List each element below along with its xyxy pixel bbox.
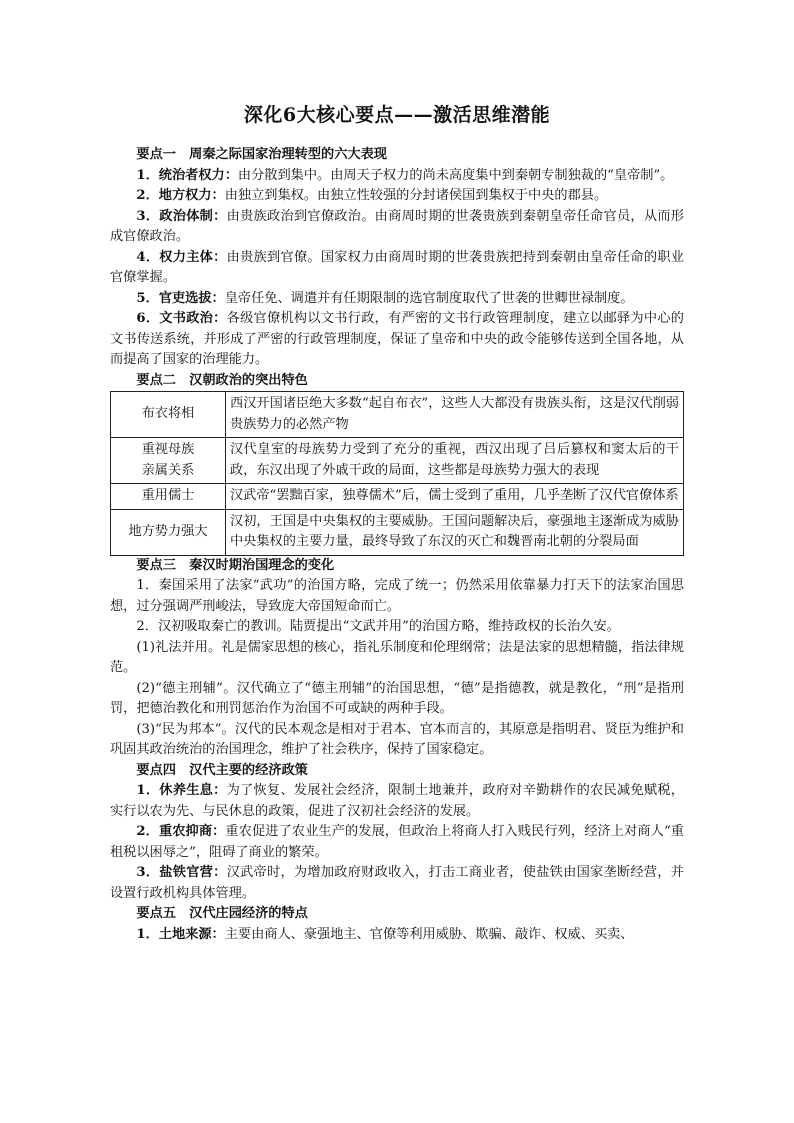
section-heading: 要点三 秦汉时期治国理念的变化	[136, 557, 335, 573]
list-item	[110, 248, 684, 289]
table-value-cell: 汉代皇室的母族势力受到了充分的重视，西汉出现了吕后篡权和窦太后的干政，东汉出现了外戚干政的局面，这些都是母族势力强大的表现	[226, 438, 684, 484]
list-item: (1)礼法并用。礼是儒家思想的核心，指礼乐制度和伦理纲常；法是法家的思想精髓，指法律规范。	[110, 639, 684, 675]
table-key-cell: 地方势力强大	[111, 509, 226, 555]
list-item	[110, 289, 684, 310]
table-row	[111, 484, 684, 510]
item-text: 重农促进了农业生产的发展，但政治上将商人打入贱民行列，经济上对商人“重租税以困辱之”，阻碍了商业的繁荣。	[110, 824, 684, 860]
item-lead: 3．盐铁官营：	[136, 865, 227, 880]
section-2	[110, 371, 684, 556]
section-1	[110, 145, 684, 371]
item-lead: 2．重农抑商：	[136, 824, 226, 839]
list-item: 1．秦国采用了法家“武功”的治国方略，完成了统一；仍然采用依靠暴力打天下的法家治国思想，过分强调严刑峻法，导致庞大帝国短命而亡。	[110, 578, 684, 614]
item-lead: 3．政治体制：	[136, 208, 227, 224]
table-value-cell: 汉初，王国是中央集权的主要威胁。王国问题解决后，豪强地主逐渐成为威胁中央集权的主要力量，最终导致了东汉的灭亡和魏晋南北朝的分裂局面	[226, 509, 684, 555]
section-heading: 要点二 汉朝政治的突出特色	[136, 372, 308, 388]
document-page	[110, 100, 684, 945]
section-heading: 要点四 汉代主要的经济政策	[136, 762, 308, 778]
item-text: 皇帝任免、调遣并有任期限制的选官制度取代了世袭的世卿世禄制度。	[224, 290, 634, 306]
table-row	[111, 509, 684, 555]
item-lead: 1．统治者权力：	[136, 167, 238, 183]
item-text: 由贵族政治到官僚政治。由商周时期的世袭贵族到秦朝皇帝任命官员，从而形成官僚政治。	[110, 208, 684, 244]
list-item	[110, 781, 684, 822]
section-heading: 要点五 汉代庄园经济的特点	[136, 906, 308, 921]
list-item: (2)“德主刑辅”。汉代确立了“德主刑辅”的治国思想，“德”是指德教，就是教化，“刑”是指刑罚，把德治教化和刑罚惩治作为治国不可或缺的两种手段。	[110, 680, 684, 716]
list-item: 2．汉初吸取秦亡的教训。陆贾提出“文武并用”的治国方略，维持政权的长治久安。	[136, 619, 620, 634]
table-key-cell: 布衣将相	[111, 392, 226, 438]
list-item	[110, 207, 684, 248]
table-value-cell: 西汉开国诸臣绝大多数“起自布衣”，这些人大都没有贵族头衔，这是汉代削弱贵族势力的必然产物	[226, 392, 684, 438]
section-heading: 要点一 周秦之际国家治理转型的六大表现	[136, 147, 387, 162]
section-5	[110, 904, 684, 945]
han-politics-table	[110, 391, 684, 556]
list-item	[110, 822, 684, 863]
item-lead: 1．土地来源：	[136, 926, 225, 942]
table-key-cell: 重视母族 亲属关系	[111, 438, 226, 484]
item-text: 由分散到集中。由周天子权力的尚未高度集中到秦朝专制独裁的“皇帝制”。	[237, 167, 674, 183]
table-row	[111, 438, 684, 484]
item-lead: 5．官吏选拔：	[136, 290, 225, 306]
item-text: 汉武帝时，为增加政府财政收入，打击工商业者，使盐铁由国家垄断经营，并设置行政机构具体管理。	[110, 865, 684, 901]
list-item	[110, 925, 684, 946]
table-value-cell: 汉武帝“罢黜百家，独尊儒术”后，儒士受到了重用，几乎垄断了汉代官僚体系	[226, 484, 684, 510]
table-row	[111, 392, 684, 438]
section-3	[110, 556, 684, 761]
item-lead: 4．权力主体：	[136, 249, 227, 265]
item-lead: 1．休养生息：	[136, 783, 227, 798]
list-item	[110, 863, 684, 904]
item-text: 各级官僚机构以文书行政，有严密的文书行政管理制度，建立以邮驿为中心的文书传送系统，并形成了严密的行政管理制度，保证了皇帝和中央的政令能够传送到全国各地，从而提高了国家的治理能力。	[110, 311, 684, 367]
list-item	[110, 166, 684, 187]
item-text: 由独立到集权。由独立性较强的分封诸侯国到集权于中央的郡县。	[224, 188, 608, 203]
item-lead: 6．文书政治：	[136, 311, 227, 326]
table-key-cell: 重用儒士	[111, 484, 226, 510]
page-title: 深化6大核心要点——激活思维潜能	[243, 104, 551, 126]
section-4	[110, 761, 684, 905]
list-item: (3)“民为邦本”。汉代的民本观念是相对于君本、官本而言的，其原意是指明君、贤臣为维护和巩固其政治统治的治国理念，维护了社会秩序，保持了国家稳定。	[110, 721, 684, 757]
item-lead: 2．地方权力：	[136, 188, 225, 203]
list-item	[110, 186, 684, 207]
item-text: 由贵族到官僚。国家权力由商周时期的世袭贵族把持到秦朝由皇帝任命的职业官僚掌握。	[110, 249, 684, 285]
list-item	[110, 309, 684, 371]
item-text: 主要由商人、豪强地主、官僚等利用威胁、欺骗、敲诈、权威、买卖、	[224, 926, 634, 942]
item-text: 为了恢复、发展社会经济，限制土地兼并，政府对辛勤耕作的农民减免赋税，实行以农为先、与民休息的政策，促进了汉初社会经济的发展。	[110, 783, 684, 819]
